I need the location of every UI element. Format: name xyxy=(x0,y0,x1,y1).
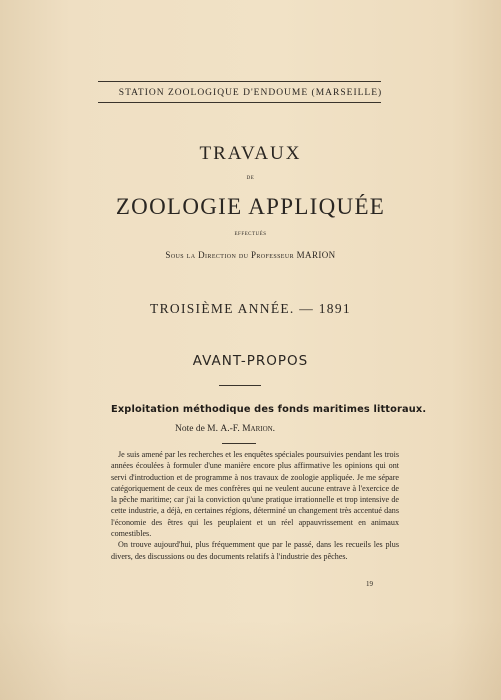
page-number: 19 xyxy=(366,580,373,588)
paragraph-2: On trouve aujourd'hui, plus fréquemment que par le passé, dans les recueils les plus divers, des discussions ou des documents relatifs à l'industrie des pêches. xyxy=(111,540,399,561)
year-line: TROISIÈME ANNÉE. — 1891 xyxy=(150,301,351,316)
title-zoologie-appliquee: ZOOLOGIE APPLIQUÉE xyxy=(115,194,386,219)
article-body xyxy=(111,449,399,562)
note-prefix: Note de M. xyxy=(175,424,221,434)
title-connector: DE xyxy=(246,176,255,181)
article-title: Exploitation méthodique des fonds maritimes littoraux. xyxy=(111,404,427,415)
section-divider xyxy=(219,385,261,386)
title-effectues: EFFECTUÉS xyxy=(234,232,267,237)
station-header: STATION ZOOLOGIQUE D'ENDOUME (MARSEILLE) xyxy=(118,88,383,98)
section-heading: AVANT-PROPOS xyxy=(192,353,309,369)
header-bottom-rule xyxy=(98,102,381,103)
title-travaux: TRAVAUX xyxy=(199,143,302,164)
article-divider xyxy=(222,443,256,444)
note-author: A.-F. Marion. xyxy=(220,424,276,434)
header-top-rule xyxy=(98,81,381,82)
paragraph-1: Je suis amené par les recherches et les enquêtes spéciales poursuivies pendant les trois années écoulées à formuler d'une manière encore plus affirmative les opinions qui ont servi d'introduction et de programme à nos travaux de zoologie appliquée. Je me sépare catégoriquement de ceux de mes confrères qui ne veulent aucune entrave à l'exercice de la pêche maritime; car j'ai la conviction qu'une pratique irrationnelle et trop intensive de cette industrie, a déjà, en certaines régions, déterminé un changement très accentué dans l'économie des êtres qui les peuplaient et un réel appauvrissement en animaux comestibles. xyxy=(111,450,399,539)
direction-line: Sous la Direction du Professeur MARION xyxy=(165,250,336,260)
article-note xyxy=(175,424,275,434)
